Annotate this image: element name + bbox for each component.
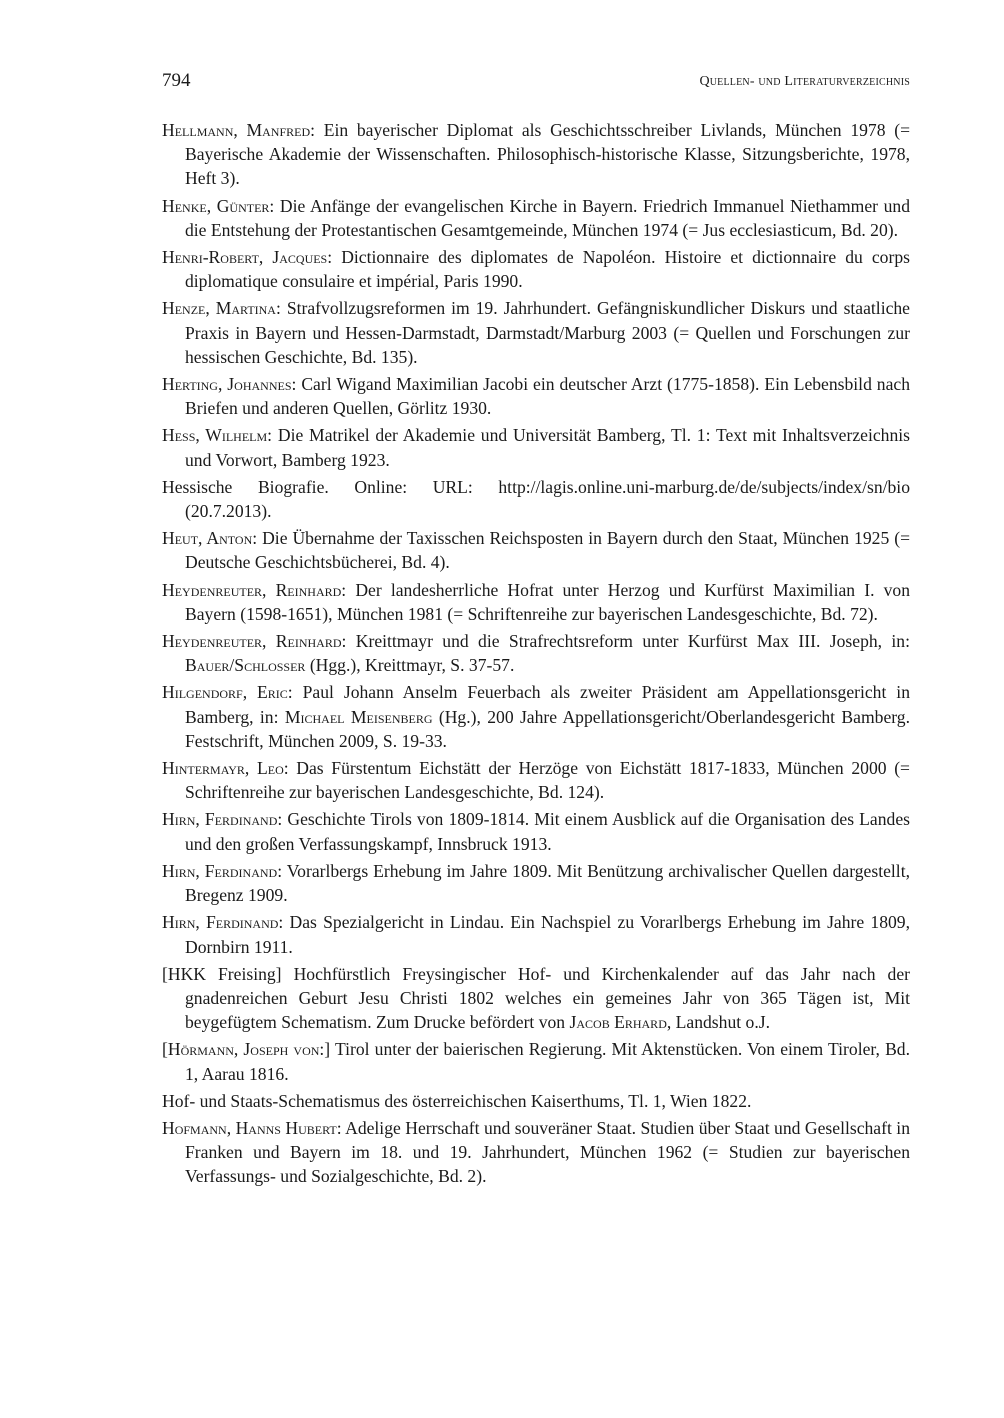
entry-author: Henze, Martina: <box>162 298 281 319</box>
bibliography-entry <box>162 245 910 293</box>
entry-text: Das Spezialgericht in Lindau. Ein Nachspiel zu Vorarlbergs Erhebung im Jahre 1809, Dornbirn 1911. <box>185 912 910 957</box>
entry-author: Hirn, Ferdinand: <box>162 809 283 830</box>
entry-text: Adelige Herrschaft und souveräner Staat. Studien über Staat und Gesellschaft in Franken und Bayern im 18. und 19. Jahrhundert, München 1962 (= Studien zur bayerischen Verfassungs- und Sozialgeschichte, Bd. 2). <box>185 1117 910 1187</box>
entry-author: Hirn, Ferdinand: <box>162 860 283 881</box>
bibliography-entry <box>162 807 910 855</box>
entry-author: Heydenreuter, Reinhard: <box>162 631 347 652</box>
bibliography-list <box>162 118 910 1189</box>
entry-text: Dictionnaire des diplomates de Napoléon. Histoire et dictionnaire du corps diplomatique consulaire et impérial, Paris 1990. <box>185 247 910 292</box>
entry-author: Hilgendorf, Eric: <box>162 682 293 703</box>
entry-text: Das Fürstentum Eichstätt der Herzöge von Eichstätt 1817-1833, München 2000 (= Schriftenreihe zur bayerischen Landesgeschichte, Bd. 124). <box>185 758 910 803</box>
entry-author: Hofmann, Hanns Hubert: <box>162 1117 342 1138</box>
bibliography-entry <box>162 475 910 523</box>
bibliography-entry <box>162 859 910 907</box>
entry-text-tail: (Hg.), 200 Jahre Appellationsgericht/Oberlandesgericht Bamberg. Festschrift, München 2009, S. 19-33. <box>185 706 910 751</box>
bibliography-entry <box>162 1089 910 1113</box>
bibliography-entry <box>162 118 910 191</box>
entry-text: [HKK Freising] Hochfürstlich Freysingischer Hof- und Kirchenkalender auf das Jahr nach der gnadenreichen Geburt Jesu Christi 1802 welches ein gemeines Jahr von 365 Tägen ist, Mit beygefügtem Schematism. Zum Drucke befördert von <box>162 963 910 1033</box>
bibliography-entry <box>162 680 910 753</box>
entry-author: Heut, Anton: <box>162 528 258 549</box>
entry-text: Tirol unter der baierischen Regierung. Mit Aktenstücken. Von einem Tiroler, Bd. 1, Aarau 1816. <box>185 1039 910 1084</box>
bibliography-entry <box>162 910 910 958</box>
bibliography-entry <box>162 1116 910 1189</box>
entry-text: Die Übernahme der Taxisschen Reichsposten in Bayern durch den Staat, München 1925 (= Deutsche Geschichtsbücherei, Bd. 4). <box>185 528 910 573</box>
bibliography-entry <box>162 372 910 420</box>
page-number: 794 <box>162 70 191 91</box>
entry-text-tail: (Hgg.), Kreittmayr, S. 37-57. <box>305 655 515 676</box>
entry-text: Hof- und Staats-Schematismus des österreichischen Kaiserthums, Tl. 1, Wien 1822. <box>162 1090 752 1111</box>
bibliography-entry <box>162 756 910 804</box>
entry-author: Henke, Günter: <box>162 195 275 216</box>
bibliography-entry <box>162 526 910 574</box>
bibliography-entry <box>162 423 910 471</box>
entry-text: Paul Johann Anselm Feuerbach als zweiter Präsident am Appellationsgericht in Bamberg, in: <box>185 682 910 727</box>
entry-text: Vorarlbergs Erhebung im Jahre 1809. Mit Benützung archivalischer Quellen dargestellt, Bregenz 1909. <box>185 860 910 906</box>
bibliography-entry <box>162 296 910 369</box>
entry-text: Carl Wigand Maximilian Jacobi ein deutscher Arzt (1775-1858). Ein Lebensbild nach Briefen und anderen Quellen, Görlitz 1930. <box>185 374 911 419</box>
bibliography-entry <box>162 629 910 677</box>
entry-text: Strafvollzugsreformen im 19. Jahrhundert. Gefängniskundlicher Diskurs und staatliche Praxis in Bayern und Hessen-Darmstadt, Darmstadt/Marburg 2003 (= Quellen und Forschungen zur hessischen Geschichte, Bd. 135). <box>185 298 910 367</box>
entry-text: Hessische Biografie. Online: URL: http://lagis.online.uni-marburg.de/de/subjects/index/sn/bio (20.7.2013). <box>162 476 910 522</box>
entry-author: Hintermayr, Leo: <box>162 758 289 779</box>
entry-author: Heydenreuter, Reinhard: <box>162 579 347 600</box>
entry-text-tail: , Landshut o.J. <box>666 1012 770 1033</box>
entry-author: Henri-Robert, Jacques: <box>162 247 333 268</box>
entry-text: Die Matrikel der Akademie und Universität Bamberg, Tl. 1: Text mit Inhaltsverzeichnis und Vorwort, Bamberg 1923. <box>185 425 910 470</box>
entry-author: Herting, Johannes: <box>162 374 297 395</box>
entry-text: Die Anfänge der evangelischen Kirche in Bayern. Friedrich Immanuel Niethammer und die Entstehung der Protestantischen Gesamtgemeinde, München 1974 (= Jus ecclesiasticum, Bd. 20). <box>185 195 910 240</box>
entry-author: Hellmann, Manfred: <box>162 120 316 140</box>
bibliography-entry <box>162 962 910 1035</box>
cited-author: Bauer/Schlosser <box>185 655 306 676</box>
entry-text: Geschichte Tirols von 1809-1814. Mit einem Ausblick auf die Organisation des Landes und den großen Verfassungskampf, Innsbruck 1913. <box>185 809 910 854</box>
bibliography-entry <box>162 578 910 626</box>
entry-author: Hess, Wilhelm: <box>162 425 273 446</box>
entry-author: Hirn, Ferdinand: <box>162 912 284 933</box>
entry-text: Kreittmayr und die Strafrechtsreform unter Kurfürst Max III. Joseph, in: <box>346 631 910 652</box>
cited-author: Jacob Erhard <box>569 1012 667 1033</box>
bibliography-entry <box>162 194 910 242</box>
entry-text: Ein bayerischer Diplomat als Geschichtsschreiber Livlands, München 1978 (= Bayerische Akademie der Wissenschaften. Philosophisch-historische Klasse, Sitzungsberichte, 1978, Heft 3). <box>185 120 910 189</box>
entry-author: [Hörmann, Joseph von:] <box>162 1039 331 1060</box>
entry-text: Der landesherrliche Hofrat unter Herzog und Kurfürst Maximilian I. von Bayern (1598-1651), München 1981 (= Schriftenreihe zur bayerischen Landesgeschichte, Bd. 72). <box>185 579 910 624</box>
cited-author: Michael Meisenberg <box>284 706 433 727</box>
document-page <box>162 70 910 1192</box>
running-head <box>162 70 910 100</box>
bibliography-entry <box>162 1037 910 1085</box>
section-title: Quellen- und Literaturverzeichnis <box>699 74 910 89</box>
